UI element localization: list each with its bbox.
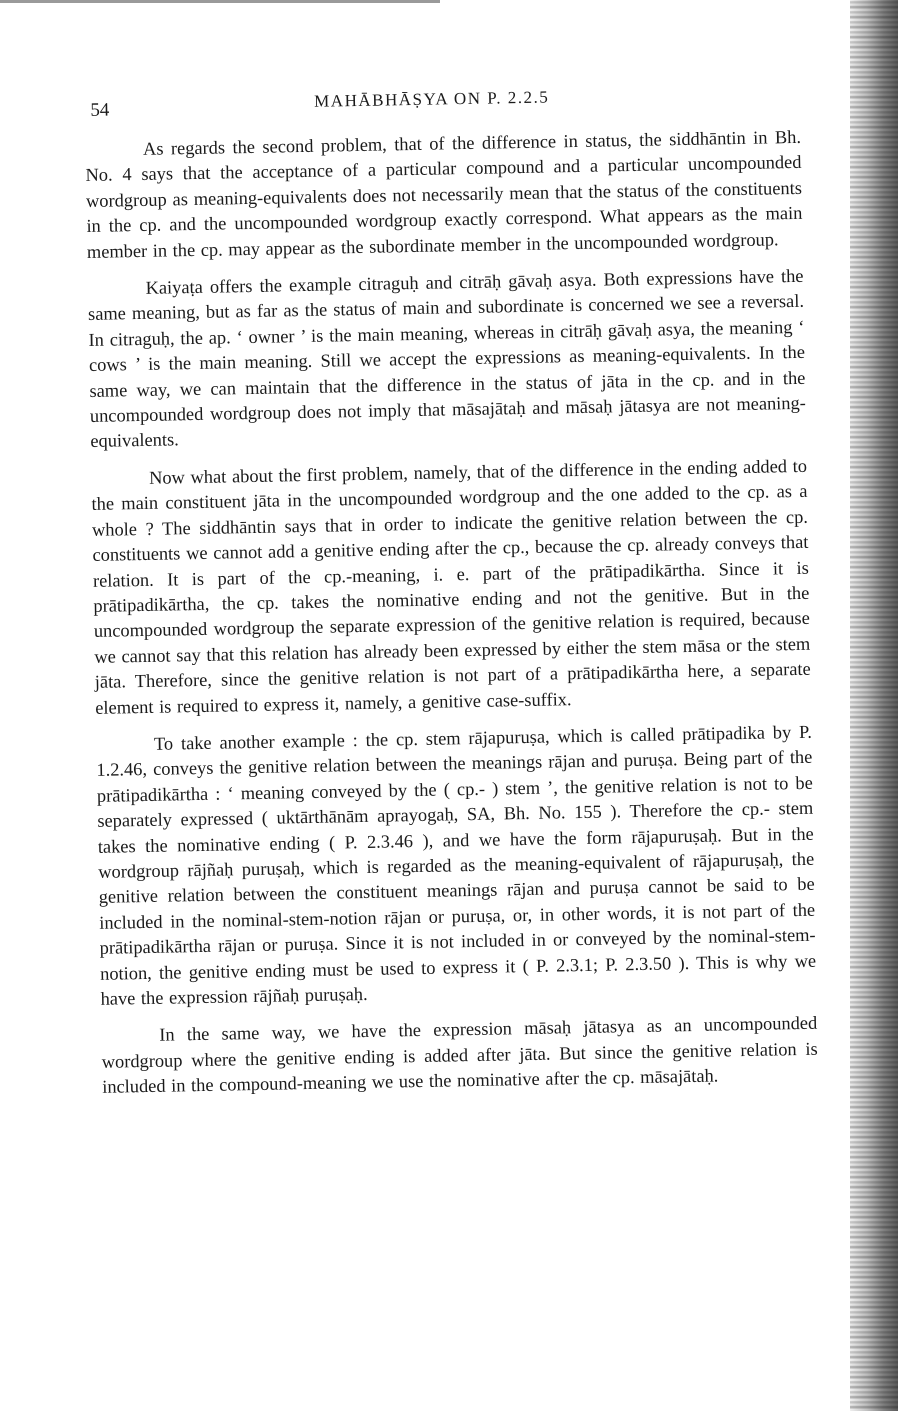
paragraph-masajatah-conclusion: In the same way, we have the expression māsaḥ jātasya as an uncompounded wordgroup where the genitive ending is added after jāta. But since the genitive relation is included in the compound-meaning we use the nominative after the cp. māsajātaḥ. — [101, 1013, 818, 1098]
paragraph-kaiyata-example: Kaiyaṭa offers the example citraguḥ and citrāḥ gāvaḥ asya. Both expressions have the same meaning, but as far as the status of main and subordinate is concerned we see a reversal. In citraguḥ, the ap. ‘ owner ’ is the main meaning, whereas in citrāḥ gāvaḥ asya, the meaning ‘ cows ’ is the main meaning. Still we accept the expressions as meaning-equivalents. In the same way, we can maintain that the difference in the status of jāta in the cp. and in the uncompounded wordgroup does not imply that māsajātaḥ and māsaḥ jātasya are not meaning-equivalents. — [87, 265, 807, 452]
scan-edge-top — [0, 0, 440, 3]
running-head — [84, 79, 801, 126]
scan-edge-right — [850, 0, 898, 1411]
page-number: 54 — [90, 99, 110, 121]
running-head-title: MAHĀBHĀṢYA ON P. 2.2.5 — [314, 87, 550, 111]
paragraph-first-problem: Now what about the first problem, namely, that of the difference in the ending added to the main constituent jāta in the uncompounded wordgroup and the one added to the cp. as a whole ? The siddhāntin says that in order to indicate the genitive relation between the cp. constituents we cannot add a genitive ending after the cp., because the cp. already conveys that relation. It is part of the cp.-meaning, i. e. part of the prātipadikārtha. Since it is prātipadikārtha, the cp. takes the nominative ending and not the genitive. But in the uncompounded wordgroup the separate expression of the genitive relation is required, because we cannot say that this relation has already been expressed by either the stem māsa or the stem jāta. Therefore, since the genitive relation is not part of a prātipadikārtha here, a separate element is required to express it, namely, a genitive case-suffix. — [91, 455, 811, 718]
paragraph-second-problem: As regards the second problem, that of the difference in status, the siddhāntin in Bh. No. 4 says that the acceptance of a particular compound and a particular uncompounded wordgroup as meaning-equivalents does not necessarily mean that the status of the constituents in the cp. and the uncompounded wordgroup exactly correspond. What appears as the main member in the cp. may appear as the subordinate member in the uncompounded wordgroup. — [85, 126, 803, 262]
book-page — [84, 79, 818, 1101]
paragraph-rajapurusa-example: To take another example : the cp. stem rājapuruṣa, which is called prātipadika by P. 1.2.46, conveys the genitive relation between the meanings rājan and puruṣa. Being part of the prātipadikārtha : ‘ meaning conveyed by the ( cp.- ) stem ’, the genitive relation is not to be separately expressed ( uktārthānām aprayogaḥ, SA, Bh. No. 155 ). Therefore the cp.- stem takes the nominative ending ( P. 2.3.46 ), and we have the form rājapuruṣaḥ. But in the wordgroup rājñaḥ puruṣaḥ, which is regarded as the meaning-equivalent of rājapuruṣaḥ, the genitive relation between the constituent meanings rājan and puruṣa cannot be said to be included in the nominal-stem-notion rājan or puruṣa, or, in other words, it is not part of the prātipadikārtha rājan or puruṣa. Since it is not included in or conveyed by the nominal-stem-notion, the genitive ending must be used to express it ( P. 2.3.1; P. 2.3.50 ). This is why we have the expression rājñaḥ puruṣaḥ. — [96, 721, 817, 1009]
